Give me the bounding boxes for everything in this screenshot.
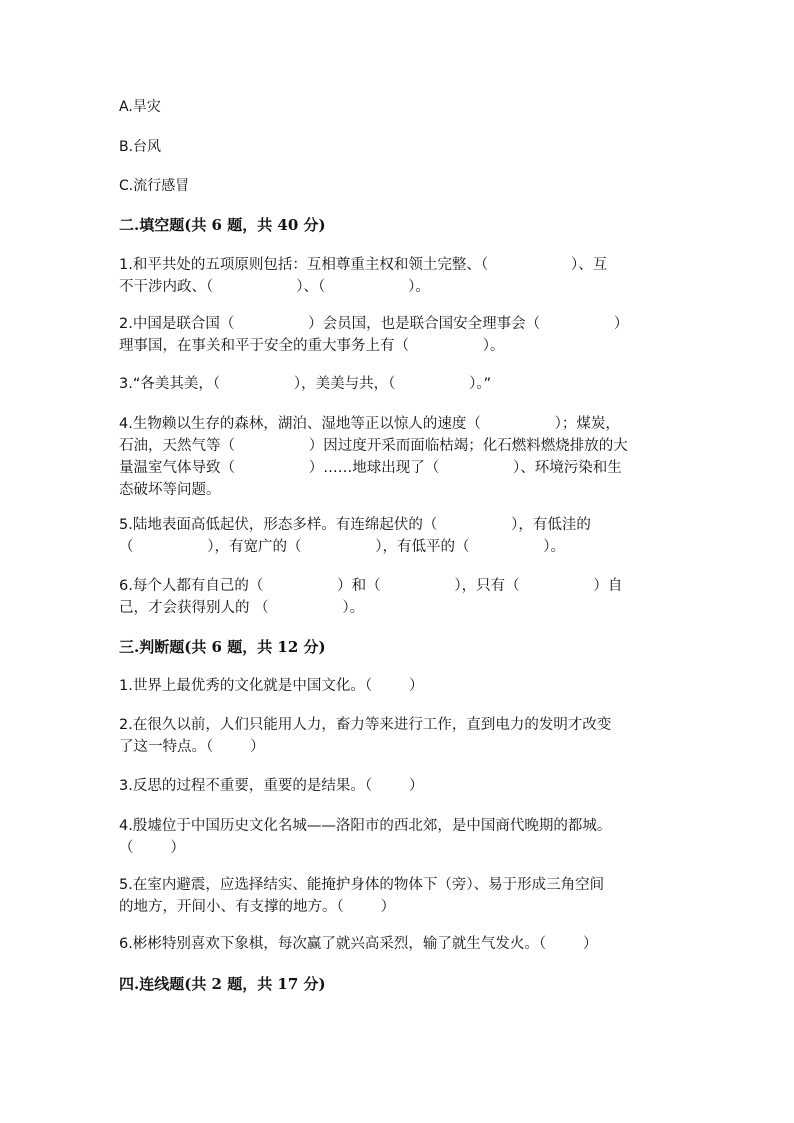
question-judge-1 xyxy=(119,675,675,697)
section-heading-true-false: 三.判断题(共 6 题，共 12 分) xyxy=(119,638,326,656)
question-line: 1.和平共处的五项原则包括：互相尊重主权和领土完整、（ ）、互 xyxy=(119,257,608,273)
question-fill-3 xyxy=(119,373,675,395)
question-line: 2.在很久以前，人们只能用人力，畜力等来进行工作，直到电力的发明才改变 xyxy=(119,717,612,733)
question-fill-5 xyxy=(119,514,675,558)
question-line: 4.殷墟位于中国历史文化名城——洛阳市的西北郊，是中国商代晚期的都城。 xyxy=(119,818,612,834)
question-judge-4 xyxy=(119,815,675,859)
question-line: 己，才会获得别人的 （ ）。 xyxy=(119,600,365,616)
question-fill-1 xyxy=(119,254,675,298)
question-fill-4 xyxy=(119,413,675,501)
question-judge-3 xyxy=(119,775,675,797)
question-line: 4.生物赖以生存的森林，湖泊、湿地等正以惊人的速度（ ）；煤炭， xyxy=(119,416,620,432)
option-b: B.台风 xyxy=(119,139,162,155)
question-line: （ ） xyxy=(119,840,185,856)
question-line: 量温室气体导致（ ）……地球出现了（ ）、环境污染和生 xyxy=(119,460,622,476)
question-judge-6 xyxy=(119,933,675,955)
question-line: 3.反思的过程不重要，重要的是结果。（ ） xyxy=(119,778,424,794)
question-line: 6.每个人都有自己的（ ）和（ ），只有（ ）自 xyxy=(119,578,623,594)
option-c: C.流行感冒 xyxy=(119,178,190,194)
question-line: 了这一特点。（ ） xyxy=(119,739,265,755)
question-line: 1.世界上最优秀的文化就是中国文化。（ ） xyxy=(119,678,424,694)
question-line: 态破坏等问题。 xyxy=(119,482,221,498)
section-heading-matching: 四.连线题(共 2 题，共 17 分) xyxy=(119,975,326,993)
question-judge-5 xyxy=(119,874,675,918)
section-heading-fill-blank: 二.填空题(共 6 题，共 40 分) xyxy=(119,216,326,234)
question-line: 石油，天然气等（ ）因过度开采而面临枯竭；化石燃料燃烧排放的大 xyxy=(119,438,628,454)
question-fill-6 xyxy=(119,575,675,619)
question-line: 5.陆地表面高低起伏，形态多样。有连绵起伏的（ ），有低洼的 xyxy=(119,517,591,533)
question-line: 理事国，在事关和平于安全的重大事务上有（ ）。 xyxy=(119,338,505,354)
question-line: 3.“各美其美，（ ），美美与共，（ ）。” xyxy=(119,376,492,392)
question-line: 6.彬彬特别喜欢下象棋，每次赢了就兴高采烈，输了就生气发火。（ ） xyxy=(119,936,598,952)
option-a: A.旱灾 xyxy=(119,99,161,115)
question-line: 2.中国是联合国（ ）会员国，也是联合国安全理事会（ ） xyxy=(119,316,629,332)
question-line: （ ），有宽广的（ ），有低平的（ ）。 xyxy=(119,539,565,555)
question-judge-2 xyxy=(119,714,675,758)
question-fill-2 xyxy=(119,313,675,357)
question-line: 5.在室内避震，应选择结实、能掩护身体的物体下（旁）、易于形成三角空间 xyxy=(119,877,605,893)
question-line: 不干涉内政、（ ）、（ ）。 xyxy=(119,279,430,295)
question-line: 的地方，开间小、有支撑的地方。（ ） xyxy=(119,899,396,915)
